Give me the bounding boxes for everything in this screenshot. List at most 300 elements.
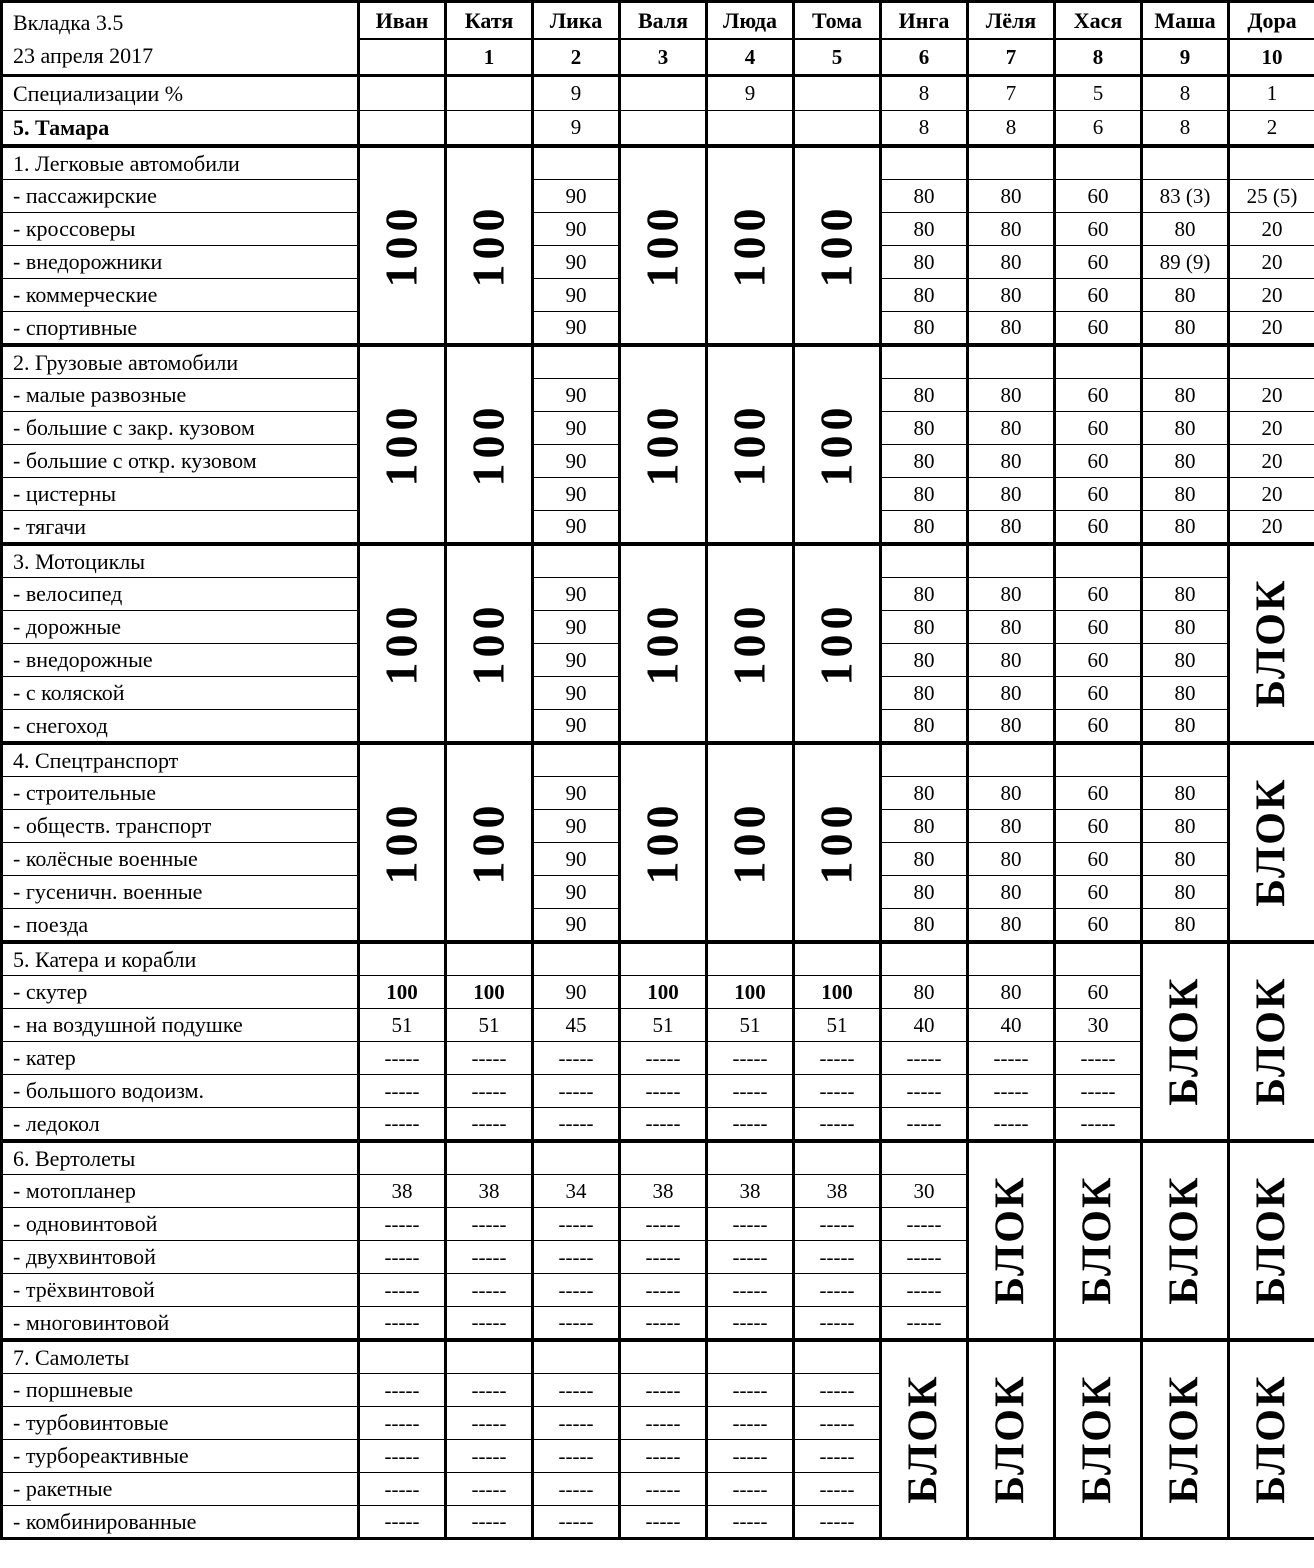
value-cell [620, 76, 707, 111]
merged-score-cell [446, 544, 533, 743]
value-cell: 80 [881, 710, 968, 743]
value-cell: 80 [881, 810, 968, 843]
item-label: - мотопланер [2, 1175, 359, 1208]
section-title: 3. Мотоциклы [2, 544, 359, 578]
empty-cell [707, 1141, 794, 1175]
empty-cell [359, 1340, 446, 1374]
value-cell: ----- [446, 1473, 533, 1506]
value-cell: 80 [881, 379, 968, 412]
empty-cell [794, 942, 881, 976]
value-cell: 25 (5) [1229, 180, 1314, 213]
empty-cell [1142, 743, 1229, 777]
blocked-cell [968, 1141, 1055, 1340]
vertical-text: 100 [375, 600, 427, 685]
value-cell: ----- [359, 1506, 446, 1539]
value-cell: 80 [1142, 213, 1229, 246]
vertical-text: 100 [636, 202, 688, 287]
value-cell: 90 [533, 213, 620, 246]
merged-score-cell [620, 743, 707, 942]
column-header: Тома [794, 2, 881, 39]
value-cell: 8 [1142, 76, 1229, 111]
value-cell: 80 [1142, 412, 1229, 445]
value-cell: ----- [620, 1075, 707, 1108]
item-label: - велосипед [2, 578, 359, 611]
empty-cell [1142, 146, 1229, 180]
value-cell: ----- [707, 1506, 794, 1539]
vertical-text: 100 [636, 401, 688, 486]
item-label: - с коляской [2, 677, 359, 710]
value-cell: ----- [707, 1075, 794, 1108]
value-cell: 9 [533, 111, 620, 146]
blocked-cell [1229, 743, 1314, 942]
value-cell: ----- [533, 1274, 620, 1307]
empty-cell [533, 146, 620, 180]
item-label: - на воздушной подушке [2, 1009, 359, 1042]
value-cell: ----- [707, 1208, 794, 1241]
value-cell: 9 [707, 76, 794, 111]
value-cell: 20 [1229, 246, 1314, 279]
vertical-text: БЛОК [1161, 1374, 1208, 1504]
vertical-text: 100 [375, 401, 427, 486]
value-cell: 80 [968, 677, 1055, 710]
value-cell: 100 [446, 976, 533, 1009]
blocked-cell [1055, 1141, 1142, 1340]
value-cell: 30 [881, 1175, 968, 1208]
value-cell: 80 [881, 777, 968, 810]
value-cell: 20 [1229, 213, 1314, 246]
value-cell: ----- [794, 1108, 881, 1141]
empty-cell [446, 1340, 533, 1374]
value-cell: ----- [707, 1440, 794, 1473]
value-cell: ----- [707, 1241, 794, 1274]
sheet-title: Вкладка 3.5 [13, 9, 124, 35]
empty-cell [881, 942, 968, 976]
value-cell: 60 [1055, 213, 1142, 246]
value-cell: 80 [881, 909, 968, 942]
empty-cell [620, 942, 707, 976]
merged-score-cell [359, 743, 446, 942]
value-cell: 80 [968, 843, 1055, 876]
section-title: 4. Спецтранспорт [2, 743, 359, 777]
item-label: - внедорожники [2, 246, 359, 279]
value-cell: 2 [1229, 111, 1314, 146]
summary-row-label: Специализации % [2, 76, 359, 111]
blocked-cell [1229, 942, 1314, 1141]
vertical-text: БЛОК [1074, 1175, 1121, 1305]
value-cell: 51 [446, 1009, 533, 1042]
vertical-text: 100 [723, 202, 775, 287]
value-cell: ----- [794, 1241, 881, 1274]
item-label: - тягачи [2, 511, 359, 544]
value-cell: ----- [533, 1374, 620, 1407]
value-cell: ----- [533, 1241, 620, 1274]
value-cell: 51 [359, 1009, 446, 1042]
blocked-cell [1055, 1340, 1142, 1539]
empty-cell [968, 345, 1055, 379]
value-cell: 45 [533, 1009, 620, 1042]
merged-score-cell [446, 743, 533, 942]
value-cell: 60 [1055, 777, 1142, 810]
vertical-text-wrap [1230, 1143, 1314, 1338]
value-cell: 90 [533, 710, 620, 743]
value-cell: ----- [707, 1473, 794, 1506]
merged-score-cell [446, 345, 533, 544]
vertical-text-wrap [447, 745, 531, 940]
value-cell: 90 [533, 909, 620, 942]
value-cell: 38 [794, 1175, 881, 1208]
value-cell: ----- [968, 1108, 1055, 1141]
value-cell: ----- [533, 1075, 620, 1108]
value-cell: ----- [359, 1407, 446, 1440]
vertical-text-wrap [360, 148, 444, 343]
vertical-text-wrap [1143, 1143, 1227, 1338]
value-cell: ----- [707, 1274, 794, 1307]
value-cell: 60 [1055, 412, 1142, 445]
score-table-body [2, 2, 1314, 1539]
empty-cell [1229, 146, 1314, 180]
value-cell: 80 [1142, 578, 1229, 611]
value-cell: ----- [1055, 1075, 1142, 1108]
merged-score-cell [446, 146, 533, 345]
value-cell: 80 [968, 478, 1055, 511]
value-cell: ----- [359, 1307, 446, 1340]
item-label: - кроссоверы [2, 213, 359, 246]
empty-cell [533, 942, 620, 976]
value-cell: ----- [1055, 1108, 1142, 1141]
merged-score-cell [794, 544, 881, 743]
value-cell: ----- [881, 1241, 968, 1274]
value-cell: 80 [968, 246, 1055, 279]
vertical-text-wrap [969, 1342, 1053, 1538]
value-cell [794, 111, 881, 146]
value-cell: 80 [968, 511, 1055, 544]
value-cell: 20 [1229, 412, 1314, 445]
value-cell: ----- [446, 1075, 533, 1108]
item-label: - турбореактивные [2, 1440, 359, 1473]
empty-cell [881, 743, 968, 777]
merged-score-cell [620, 146, 707, 345]
vertical-text-wrap [1230, 745, 1314, 940]
value-cell [620, 111, 707, 146]
value-cell: 80 [968, 445, 1055, 478]
value-cell: 80 [1142, 445, 1229, 478]
vertical-text-wrap [621, 347, 705, 542]
value-cell: 60 [1055, 279, 1142, 312]
vertical-text-wrap [795, 745, 879, 940]
item-label: - большого водоизм. [2, 1075, 359, 1108]
value-cell: 60 [1055, 710, 1142, 743]
vertical-text-wrap [795, 347, 879, 542]
vertical-text-wrap [708, 148, 792, 343]
value-cell: ----- [359, 1108, 446, 1141]
vertical-text: 100 [723, 600, 775, 685]
empty-cell [881, 345, 968, 379]
section-title: 2. Грузовые автомобили [2, 345, 359, 379]
value-cell [794, 76, 881, 111]
value-cell: 90 [533, 876, 620, 909]
column-header: Лика [533, 2, 620, 39]
value-cell: 90 [533, 445, 620, 478]
empty-cell [359, 942, 446, 976]
value-cell: 20 [1229, 379, 1314, 412]
value-cell: 8 [881, 76, 968, 111]
value-cell: 80 [968, 312, 1055, 345]
item-label: - многовинтовой [2, 1307, 359, 1340]
value-cell: 38 [620, 1175, 707, 1208]
value-cell: 80 [881, 611, 968, 644]
value-cell: ----- [446, 1208, 533, 1241]
value-cell: 60 [1055, 810, 1142, 843]
blocked-cell [1142, 1340, 1229, 1539]
value-cell: ----- [794, 1407, 881, 1440]
value-cell: 80 [1142, 810, 1229, 843]
vertical-text: 100 [810, 799, 862, 884]
value-cell: ----- [446, 1042, 533, 1075]
value-cell: 80 [968, 578, 1055, 611]
value-cell: 60 [1055, 909, 1142, 942]
value-cell: ----- [446, 1307, 533, 1340]
empty-cell [881, 146, 968, 180]
value-cell: 80 [968, 876, 1055, 909]
value-cell: ----- [533, 1506, 620, 1539]
vertical-text: 100 [462, 202, 514, 287]
value-cell: ----- [707, 1307, 794, 1340]
value-cell: 38 [446, 1175, 533, 1208]
value-cell: ----- [707, 1407, 794, 1440]
empty-cell [533, 1340, 620, 1374]
column-header: Маша [1142, 2, 1229, 39]
value-cell: 90 [533, 246, 620, 279]
section-title: 6. Вертолеты [2, 1141, 359, 1175]
empty-cell [881, 544, 968, 578]
value-cell: 60 [1055, 246, 1142, 279]
empty-cell [1142, 544, 1229, 578]
value-cell: 80 [881, 644, 968, 677]
value-cell: 34 [533, 1175, 620, 1208]
empty-cell [1229, 345, 1314, 379]
section-title: 5. Катера и корабли [2, 942, 359, 976]
vertical-text: БЛОК [1161, 1175, 1208, 1305]
value-cell: 20 [1229, 312, 1314, 345]
value-cell: 38 [707, 1175, 794, 1208]
section-title: 1. Легковые автомобили [2, 146, 359, 180]
value-cell: 80 [1142, 710, 1229, 743]
item-label: - поезда [2, 909, 359, 942]
value-cell: ----- [794, 1506, 881, 1539]
vertical-text: БЛОК [987, 1175, 1034, 1305]
value-cell: 51 [707, 1009, 794, 1042]
value-cell: ----- [620, 1307, 707, 1340]
value-cell: 90 [533, 677, 620, 710]
column-number: 3 [620, 39, 707, 76]
value-cell: 80 [881, 511, 968, 544]
merged-score-cell [359, 345, 446, 544]
empty-cell [446, 942, 533, 976]
value-cell: ----- [620, 1274, 707, 1307]
summary-row-label: 5. Тамара [2, 111, 359, 146]
value-cell: 90 [533, 578, 620, 611]
value-cell: 80 [968, 909, 1055, 942]
vertical-text-wrap [621, 148, 705, 343]
column-number: 5 [794, 39, 881, 76]
value-cell: 20 [1229, 445, 1314, 478]
vertical-text: БЛОК [1248, 777, 1295, 907]
value-cell: 60 [1055, 511, 1142, 544]
value-cell: 40 [968, 1009, 1055, 1042]
merged-score-cell [707, 544, 794, 743]
value-cell: 90 [533, 379, 620, 412]
value-cell: 6 [1055, 111, 1142, 146]
value-cell: 60 [1055, 180, 1142, 213]
column-number: 4 [707, 39, 794, 76]
value-cell: ----- [359, 1440, 446, 1473]
value-cell: 80 [881, 445, 968, 478]
value-cell: 80 [968, 810, 1055, 843]
value-cell: 90 [533, 478, 620, 511]
value-cell: ----- [446, 1506, 533, 1539]
vertical-text: 100 [375, 202, 427, 287]
value-cell: 80 [1142, 677, 1229, 710]
item-label: - ледокол [2, 1108, 359, 1141]
vertical-text: БЛОК [1248, 1374, 1295, 1504]
value-cell: 80 [968, 180, 1055, 213]
column-header: Люда [707, 2, 794, 39]
vertical-text-wrap [1230, 944, 1314, 1139]
value-cell: ----- [533, 1407, 620, 1440]
empty-cell [533, 743, 620, 777]
value-cell: 8 [881, 111, 968, 146]
empty-cell [1055, 743, 1142, 777]
value-cell: 60 [1055, 843, 1142, 876]
value-cell: 90 [533, 611, 620, 644]
value-cell: ----- [620, 1108, 707, 1141]
value-cell: 80 [968, 412, 1055, 445]
empty-cell [533, 1141, 620, 1175]
value-cell: ----- [446, 1374, 533, 1407]
merged-score-cell [794, 146, 881, 345]
item-label: - большие с откр. кузовом [2, 445, 359, 478]
vertical-text-wrap [969, 1143, 1053, 1338]
empty-cell [1055, 146, 1142, 180]
column-header: Хася [1055, 2, 1142, 39]
merged-score-cell [794, 345, 881, 544]
value-cell: 38 [359, 1175, 446, 1208]
item-label: - двухвинтовой [2, 1241, 359, 1274]
value-cell: 51 [794, 1009, 881, 1042]
value-cell: ----- [881, 1208, 968, 1241]
vertical-text: 100 [462, 401, 514, 486]
vertical-text: 100 [462, 600, 514, 685]
value-cell: 20 [1229, 478, 1314, 511]
value-cell: 80 [968, 976, 1055, 1009]
empty-cell [620, 1340, 707, 1374]
value-cell: ----- [620, 1506, 707, 1539]
vertical-text-wrap [708, 546, 792, 741]
vertical-text: БЛОК [987, 1374, 1034, 1504]
value-cell: 80 [968, 777, 1055, 810]
value-cell: 60 [1055, 578, 1142, 611]
value-cell: 80 [881, 246, 968, 279]
item-label: - колёсные военные [2, 843, 359, 876]
value-cell: 80 [1142, 478, 1229, 511]
item-label: - катер [2, 1042, 359, 1075]
item-label: - турбовинтовые [2, 1407, 359, 1440]
item-label: - цистерны [2, 478, 359, 511]
value-cell: 90 [533, 843, 620, 876]
merged-score-cell [620, 544, 707, 743]
value-cell [359, 111, 446, 146]
value-cell: ----- [794, 1208, 881, 1241]
value-cell: 80 [968, 611, 1055, 644]
value-cell: ----- [794, 1374, 881, 1407]
section-title: 7. Самолеты [2, 1340, 359, 1374]
value-cell: 30 [1055, 1009, 1142, 1042]
value-cell: 80 [1142, 876, 1229, 909]
vertical-text: 100 [810, 600, 862, 685]
value-cell: ----- [359, 1075, 446, 1108]
column-number: 1 [446, 39, 533, 76]
column-header: Валя [620, 2, 707, 39]
value-cell: ----- [620, 1374, 707, 1407]
empty-cell [1055, 345, 1142, 379]
value-cell: 80 [881, 843, 968, 876]
value-cell: 80 [881, 213, 968, 246]
value-cell: 60 [1055, 876, 1142, 909]
merged-score-cell [620, 345, 707, 544]
empty-cell [620, 1141, 707, 1175]
value-cell: 80 [1142, 312, 1229, 345]
value-cell: ----- [707, 1042, 794, 1075]
item-label: - дорожные [2, 611, 359, 644]
value-cell: 80 [1142, 843, 1229, 876]
empty-cell [1055, 942, 1142, 976]
vertical-text: 100 [723, 799, 775, 884]
value-cell: 90 [533, 511, 620, 544]
vertical-text: БЛОК [900, 1374, 947, 1504]
column-header: Катя [446, 2, 533, 39]
vertical-text: БЛОК [1248, 976, 1295, 1106]
value-cell: ----- [794, 1307, 881, 1340]
value-cell: 60 [1055, 379, 1142, 412]
value-cell: 90 [533, 312, 620, 345]
value-cell: ----- [794, 1075, 881, 1108]
value-cell: 60 [1055, 677, 1142, 710]
vertical-text-wrap [360, 745, 444, 940]
value-cell: ----- [620, 1208, 707, 1241]
vertical-text-wrap [621, 745, 705, 940]
value-cell: ----- [359, 1208, 446, 1241]
empty-cell [533, 345, 620, 379]
value-cell: 80 [881, 478, 968, 511]
value-cell [446, 111, 533, 146]
value-cell: ----- [620, 1473, 707, 1506]
vertical-text: 100 [462, 799, 514, 884]
empty-cell [968, 743, 1055, 777]
vertical-text-wrap [882, 1342, 966, 1538]
empty-cell [1055, 544, 1142, 578]
value-cell: ----- [446, 1108, 533, 1141]
vertical-text: БЛОК [1248, 578, 1295, 708]
value-cell: 80 [881, 578, 968, 611]
sheet-header-cell [2, 2, 359, 76]
vertical-text-wrap [708, 347, 792, 542]
value-cell: 60 [1055, 312, 1142, 345]
value-cell: 5 [1055, 76, 1142, 111]
item-label: - трёхвинтовой [2, 1274, 359, 1307]
empty-cell [359, 1141, 446, 1175]
value-cell: ----- [446, 1440, 533, 1473]
column-number: 7 [968, 39, 1055, 76]
